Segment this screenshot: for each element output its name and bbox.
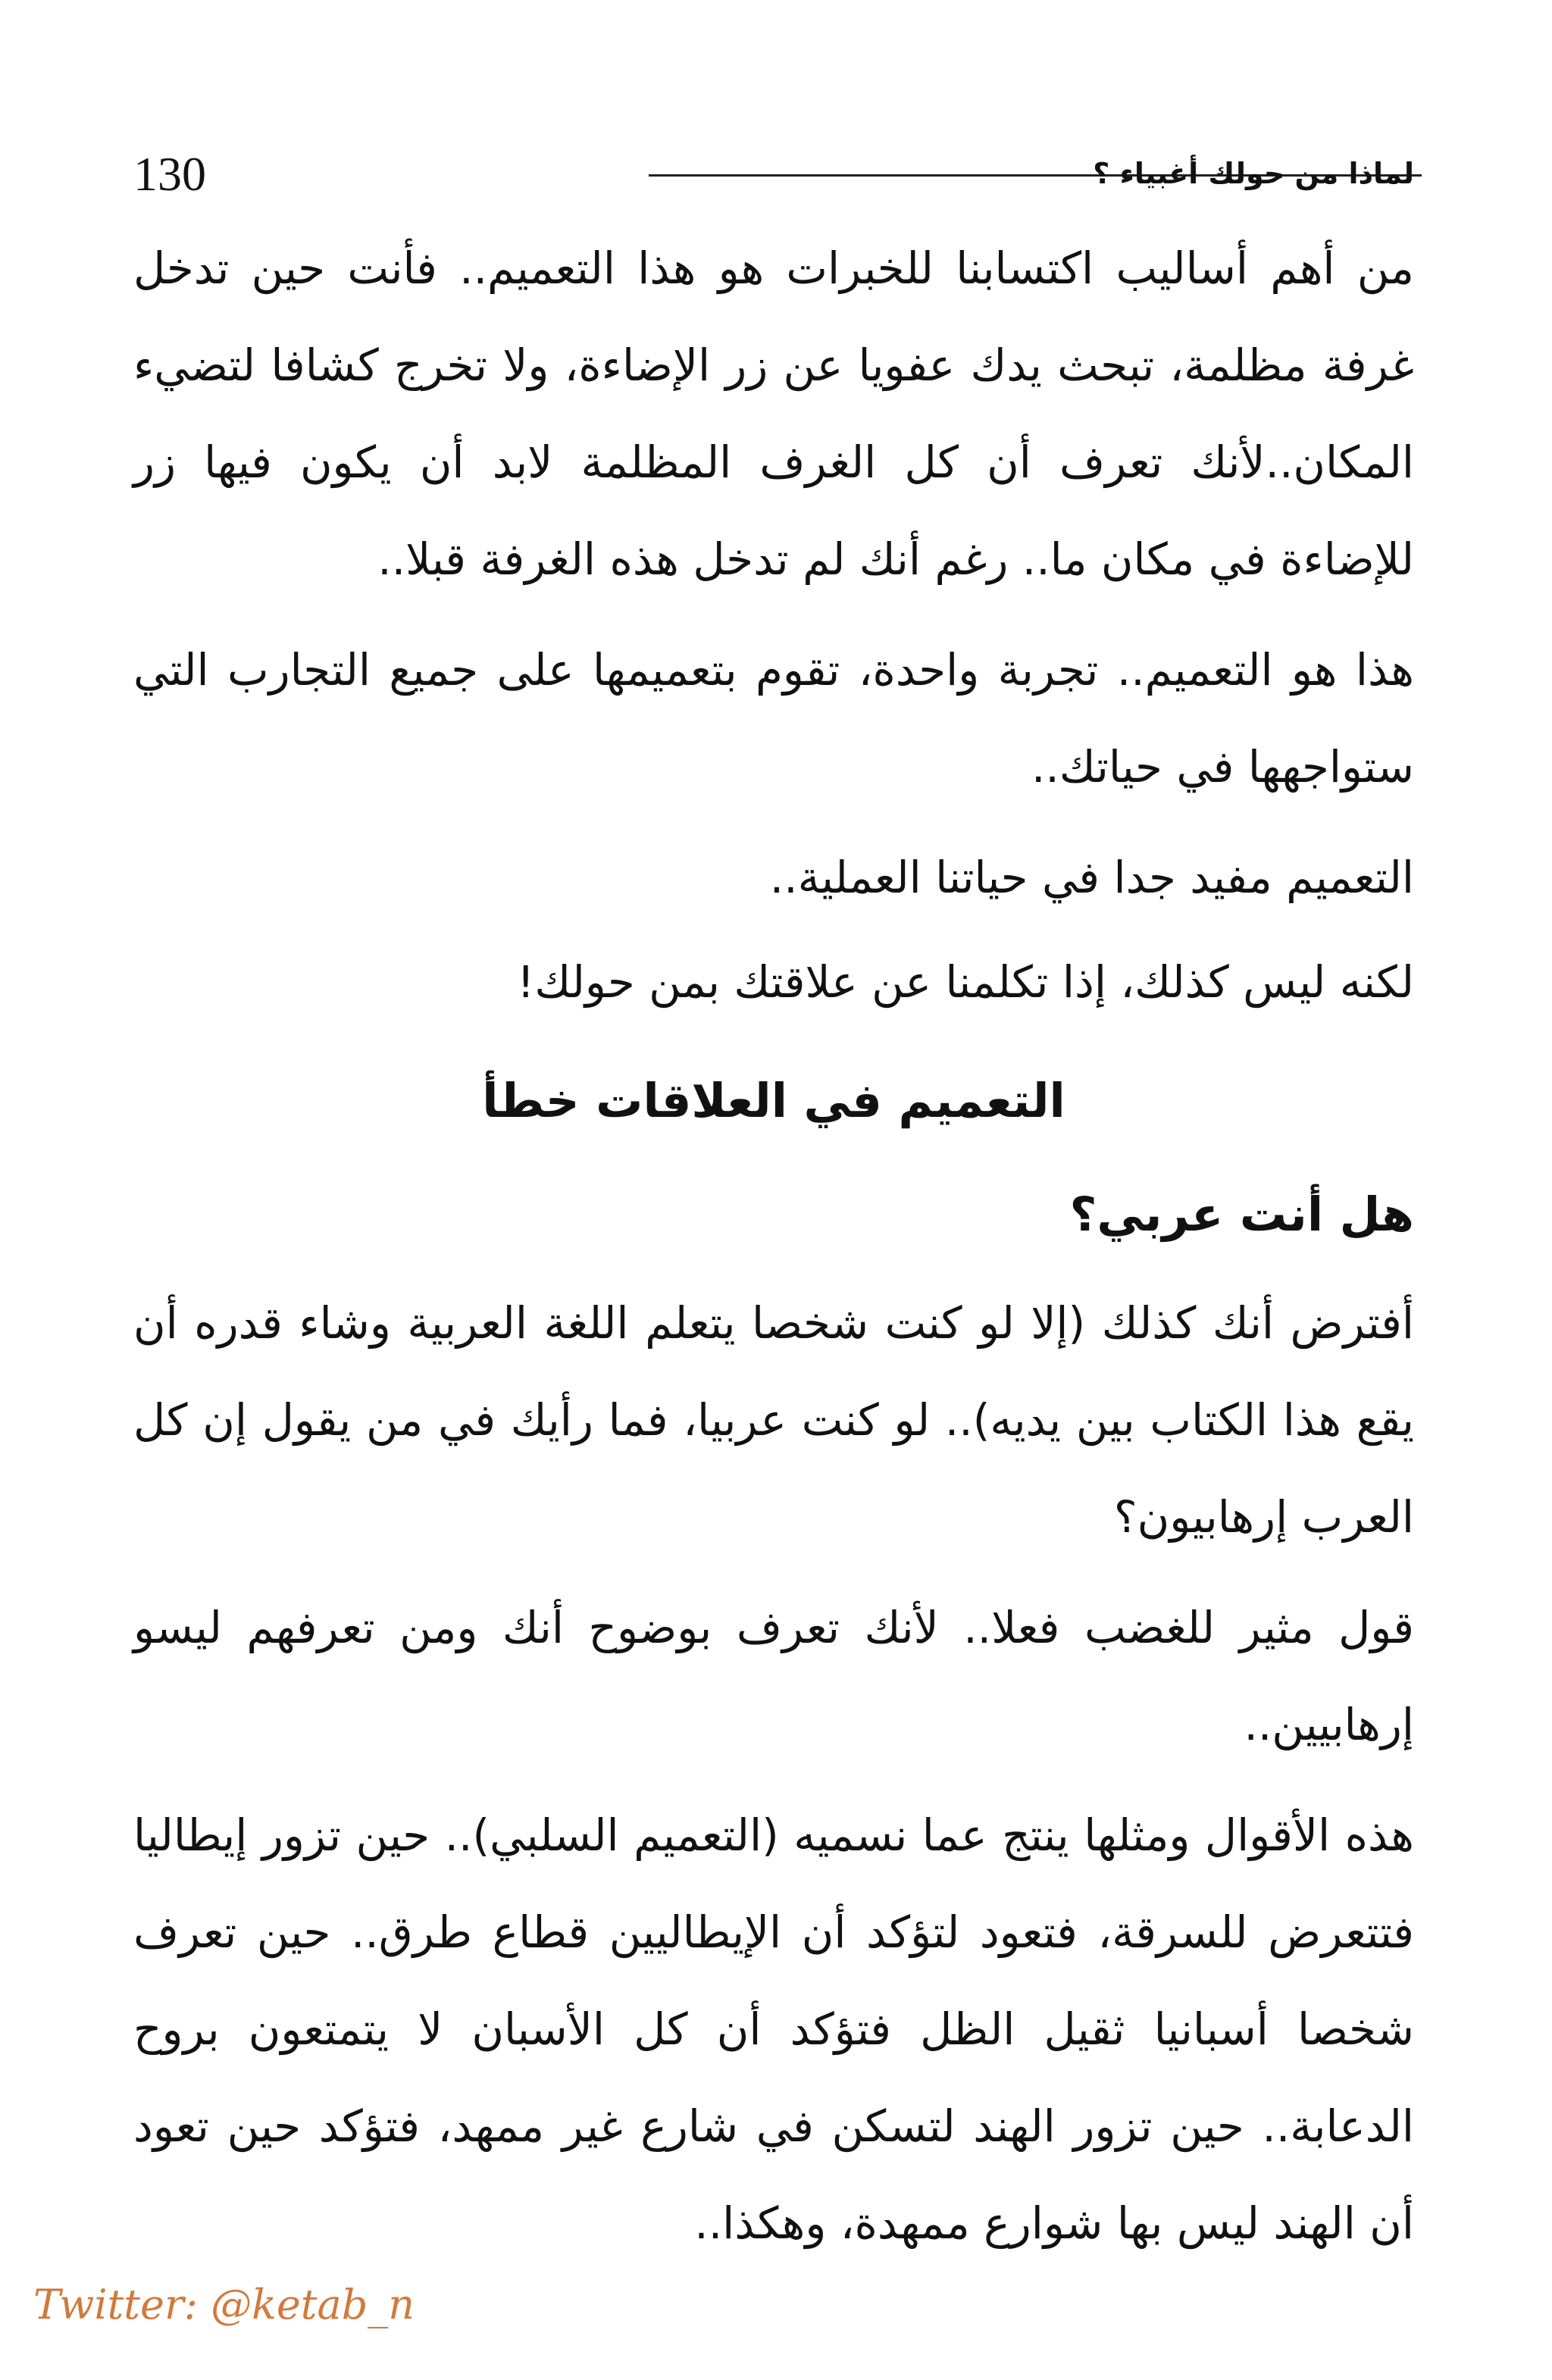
paragraph-6: قول مثير للغضب فعلا.. لأنك تعرف بوضوح أنك ومن تعرفهم ليسو إرهابيين.. [133,1602,1414,1750]
page-body [133,220,1414,2285]
paragraph-7: هذه الأقوال ومثلها ينتج عما نسميه (التعميم السلبي).. حين تزور إيطاليا فتتعرض للسرقة، فتعود لتؤكد أن الإيطاليين قطاع طرق.. حين تعرف شخصا أسبانيا ثقيل الظل فتؤكد أن كل الأسبان لا يتمتعون بروح الدعابة.. حين تزور الهند لتسكن في شارع غير ممهد، فتؤكد حين تعود أن الهند ليس بها شوارع ممهدة، وهكذا.. [133,1809,1414,2249]
page-number: 130 [133,147,206,201]
paragraph-4: لكنه ليس كذلك، إذا تكلمنا عن علاقتك بمن حولك! [517,956,1414,1008]
running-header [133,144,1414,205]
section-heading: التعميم في العلاقات خطأ [482,1073,1065,1128]
paragraph-2: هذا هو التعميم.. تجربة واحدة، تقوم بتعميمها على جميع التجارب التي ستواجهها في حياتك.. [133,644,1414,793]
book-title: لماذا من حولك أغبياء ؟ [1093,157,1414,190]
twitter-watermark: Twitter: @ketab_n [33,2281,415,2328]
subsection-heading: هل أنت عربي؟ [1069,1187,1414,1242]
paragraph-1: من أهم أساليب اكتسابنا للخبرات هو هذا التعميم.. فأنت حين تدخل غرفة مظلمة، تبحث يدك عفويا عن زر الإضاءة، ولا تخرج كشافا لتضيء المكان..لأنك تعرف أن كل الغرف المظلمة لابد أن يكون فيها زر للإضاءة في مكان ما.. رغم أنك لم تدخل هذه الغرفة قبلا.. [133,242,1414,585]
paragraph-3: التعميم مفيد جدا في حياتنا العملية.. [769,852,1414,903]
paragraph-5: أفترض أنك كذلك (إلا لو كنت شخصا يتعلم اللغة العربية وشاء قدره أن يقع هذا الكتاب بين يديه).. لو كنت عربيا، فما رأيك في من يقول إن كل العرب إرهابيون؟ [133,1297,1414,1543]
